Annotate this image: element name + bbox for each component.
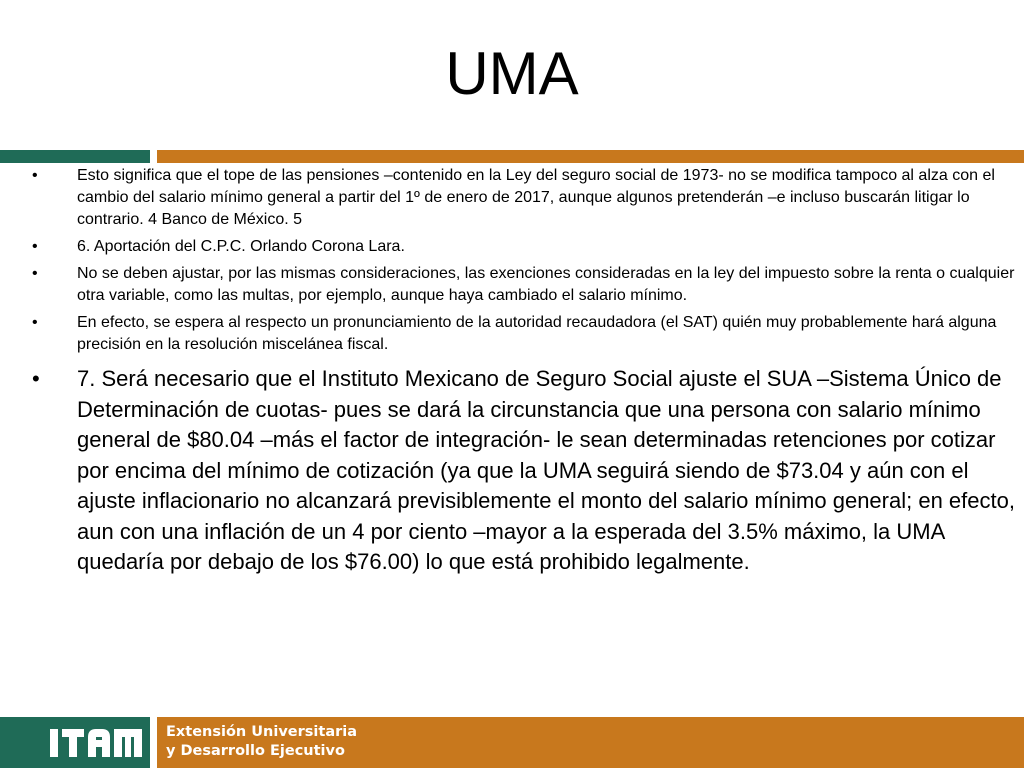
bullet-marker: • — [32, 366, 40, 391]
footer-line-1: Extensión Universitaria — [166, 724, 358, 740]
itam-logo — [50, 729, 142, 757]
bullet-text: En efecto, se espera al respecto un pronunciamiento de la autoridad recaudadora (el SAT) quién muy probablemente hará alguna precisión en la resolución miscelánea fiscal. — [77, 314, 997, 353]
bullet-marker: • — [32, 265, 38, 282]
bullet-list — [28, 165, 1018, 578]
bullet-marker: • — [32, 238, 38, 255]
bullet-marker: • — [32, 167, 38, 184]
slide-title: UMA — [445, 40, 579, 107]
footer-logo-panel — [0, 717, 150, 768]
footer-brand-text — [166, 723, 357, 761]
bullet-item — [28, 236, 1018, 258]
footer-line-2: y Desarrollo Ejecutivo — [166, 743, 345, 759]
header-divider-orange — [157, 150, 1024, 163]
bullet-item — [28, 263, 1018, 307]
header-divider-green — [0, 150, 150, 163]
bullet-item-large — [28, 364, 1018, 578]
bullet-item — [28, 312, 1018, 356]
bullet-text: Esto significa que el tope de las pensiones –contenido en la Ley del seguro social de 1973- no se modifica tampoco al alza con el cambio del salario mínimo general a partir del 1º de enero de 2017, aunque algunos pretenderán –e incluso buscarán litigar lo contrario. 4 Banco de México. 5 — [77, 167, 995, 228]
bullet-text: 7. Será necesario que el Instituto Mexicano de Seguro Social ajuste el SUA –Sistema Único de Determinación de cuotas- pues se dará la circunstancia que una persona con salario mínimo general de $80.04 –más el factor de integración- le sean determinadas retenciones por cotizar por encima del mínimo de cotización (ya que la UMA seguirá siendo de $73.04 y aún con el ajuste inflacionario no alcanzará previsiblemente el monto del salario mínimo general; en efecto, aun con una inflación de un 4 por ciento –mayor a la esperada del 3.5% máximo, la UMA quedaría por debajo de los $76.00) lo que está prohibido legalmente. — [77, 366, 1015, 574]
bullet-text: 6. Aportación del C.P.C. Orlando Corona Lara. — [77, 238, 405, 255]
bullet-text: No se deben ajustar, por las mismas consideraciones, las exenciones consideradas en la ley del impuesto sobre la renta o cualquier otra variable, como las multas, por ejemplo, aunque haya cambiado el salario mínimo. — [77, 265, 1015, 304]
bullet-item — [28, 165, 1018, 231]
bullet-marker: • — [32, 314, 38, 331]
footer-bar — [0, 717, 1024, 768]
